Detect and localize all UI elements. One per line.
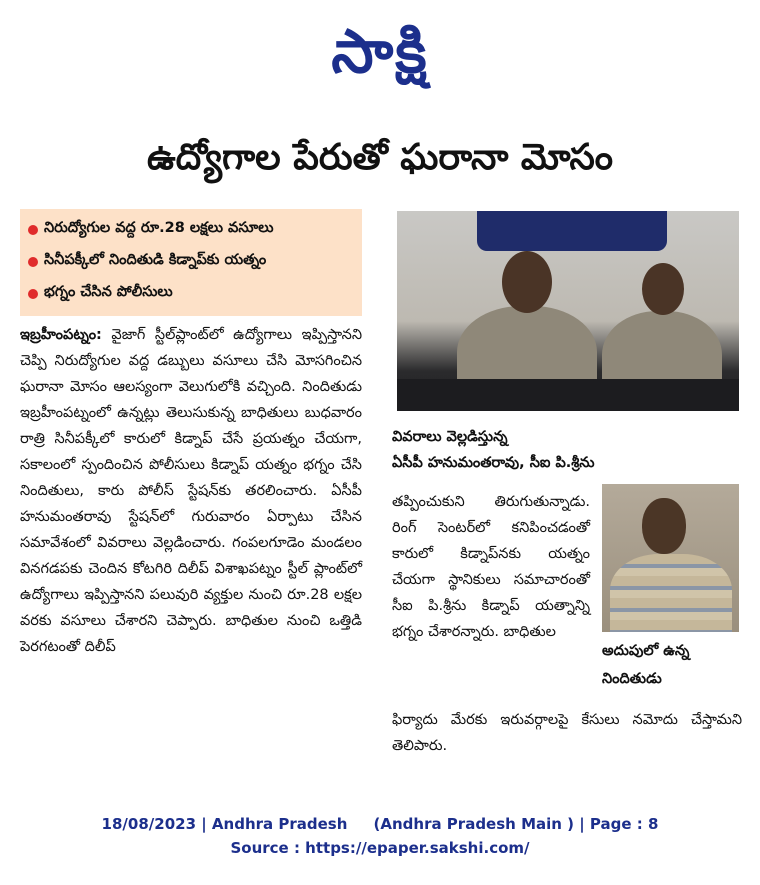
summary-point (28, 278, 354, 310)
summary-point-text: భగ్నం చేసిన పోలీసులు (44, 284, 173, 300)
article-text: ఫిర్యాదు మేరకు ఇరువర్గాలపై కేసులు నమోదు చేస్తామని తెలిపారు. (392, 712, 742, 754)
masthead (0, 6, 760, 98)
article-column-1 (20, 322, 362, 660)
caption-line: ఏసీపీ హనుమంతరావు, సీఐ పి.శ్రీను (392, 455, 595, 471)
officer-head (642, 263, 684, 315)
article-column-2a (392, 489, 590, 645)
summary-point (28, 246, 354, 278)
article-column-2b (392, 707, 742, 759)
article-text: వైజాగ్ స్టీల్‌ప్లాంట్‌లో ఉద్యోగాలు ఇప్పిస్తానని చెప్పి నిరుద్యోగుల వద్ద డబ్బులు వసూలు చేసి మోసగించిన ఘరానా మోసం ఆలస్యంగా వెలుగులోకి వచ్చింది. నిందితుడు ఇబ్రహీంపట్నంలో ఉన్నట్లు తెలుసుకున్న బాధితులు బుధవారం రాత్రి సినీపక్కీలో కారులో కిడ్నాప్ చేసే ప్రయత్నం చేయగా, సకాలంలో స్పందించిన పోలీసులు కిడ్నాప్ యత్నం భగ్నం చేసి నిందితులు, కారు పోలీస్ స్టేషన్‌కు తరలించారు. ఏసీపీ హనుమంతరావు స్టేషన్‌లో గురువారం ఏర్పాటు చేసిన సమావేశంలో వివరాలు వెల్లడించారు. గంపలగూడెం మండలం వినగడపకు చెందిన కోటగిరి దిలీప్ విశాఖపట్నం స్టీల్ ప్లాంట్‌లో ఉద్యోగాలు ఇప్పిస్తానని పలువురి వ్యక్తుల నుంచి రూ.28 లక్షల వరకు వసూలు చేశారని చెప్పారు. బాధితుల నుంచి ఒత్తిడి పెరగటంతో దిలీప్ (20, 327, 363, 655)
officer-head (502, 251, 552, 313)
summary-point-text: నిరుద్యోగుల వద్ద రూ.28 లక్షలు వసూలు (44, 220, 274, 236)
caption-line: నిందితుడు (602, 671, 662, 687)
footer-source: Source : https://epaper.sakshi.com/ (230, 839, 530, 857)
summary-point (28, 214, 354, 246)
summary-point-text: సినీపక్కీలో నిందితుడి కిడ్నాప్‌కు యత్నం (44, 252, 267, 268)
bullet-icon (28, 289, 38, 299)
bullet-icon (28, 257, 38, 267)
caption-line: అదుపులో ఉన్న (602, 643, 690, 659)
bullet-icon (28, 225, 38, 235)
sakshi-logo: సాక్షి (331, 17, 429, 87)
press-meet-caption (392, 424, 742, 476)
caption-line: వివరాలు వెల్లడిస్తున్న (392, 429, 508, 445)
footer-date-edition: 18/08/2023 | Andhra Pradesh (Andhra Pradesh Main ) | Page : 8 (101, 815, 659, 833)
article-text: తప్పించుకుని తిరుగుతున్నాడు. రింగ్ సెంటర్‌లో కనిపించడంతో కారులో కిడ్నాప్‌నకు యత్నం చేయగా స్థానికులు సమాచారంతో సీఐ పి.శ్రీను కిడ్నాప్ యత్నాన్ని భగ్నం చేశారన్నారు. బాధితుల (392, 494, 590, 640)
summary-box (20, 209, 362, 316)
headline: ఉద్యోగాల పేరుతో ఘరానా మోసం (147, 137, 613, 178)
accused-head (642, 498, 686, 554)
press-meet-photo (397, 211, 739, 411)
dateline: ఇబ్రహీంపట్నం: (20, 327, 102, 343)
accused-body (610, 554, 732, 632)
accused-caption (602, 637, 752, 693)
accused-photo (602, 484, 739, 632)
footer (0, 812, 760, 860)
police-banner (477, 211, 667, 251)
microphones-table (397, 379, 739, 411)
